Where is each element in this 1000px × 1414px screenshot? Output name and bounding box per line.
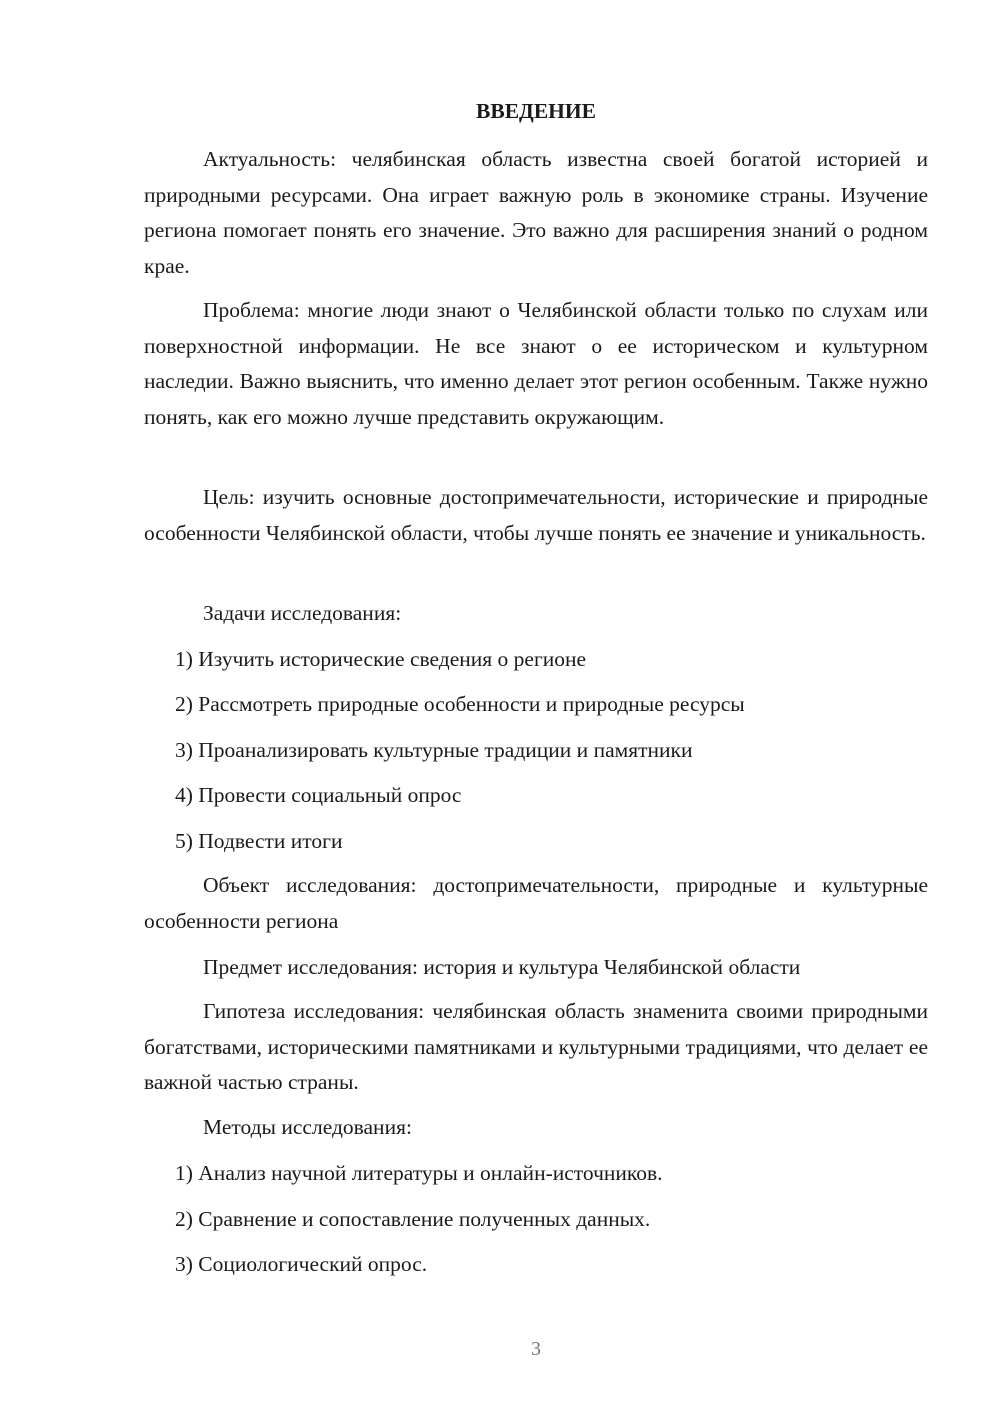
section-title: ВВЕДЕНИЕ bbox=[476, 99, 596, 123]
task-item: 5) Подвести итоги bbox=[175, 829, 343, 853]
tasks-heading: Задачи исследования: bbox=[203, 601, 402, 625]
methods-heading: Методы исследования: bbox=[203, 1115, 412, 1139]
subject-paragraph: Предмет исследования: история и культура Челябинской области bbox=[203, 955, 801, 979]
task-item: 2) Рассмотреть природные особенности и природные ресурсы bbox=[175, 692, 745, 716]
page-number: 3 bbox=[531, 1338, 541, 1360]
relevance-paragraph: Актуальность: челябинская область известна своей богатой историей и природными ресурсами. Она играет важную роль в экономике страны. Изучение региона помогает понять его значение. Это важно для расширения знаний о родном крае. bbox=[144, 147, 928, 278]
object-paragraph: Объект исследования: достопримечательности, природные и культурные особенности региона bbox=[144, 873, 928, 933]
task-item: 4) Провести социальный опрос bbox=[175, 783, 462, 807]
hypothesis-paragraph: Гипотеза исследования: челябинская область знаменита своими природными богатствами, историческими памятниками и культурными традициями, что делает ее важной частью страны. bbox=[144, 999, 928, 1094]
goal-paragraph: Цель: изучить основные достопримечательности, исторические и природные особенности Челябинской области, чтобы лучше понять ее значение и уникальность. bbox=[144, 485, 928, 545]
method-item: 1) Анализ научной литературы и онлайн-источников. bbox=[175, 1161, 663, 1185]
task-item: 1) Изучить исторические сведения о регионе bbox=[175, 647, 587, 671]
method-item: 3) Социологический опрос. bbox=[175, 1252, 428, 1276]
problem-paragraph: Проблема: многие люди знают о Челябинской области только по слухам или поверхностной информации. Не все знают о ее историческом и культурном наследии. Важно выяснить, что именно делает этот регион особенным. Также нужно понять, как его можно лучше представить окружающим. bbox=[144, 298, 928, 429]
task-item: 3) Проанализировать культурные традиции и памятники bbox=[175, 738, 693, 762]
method-item: 2) Сравнение и сопоставление полученных данных. bbox=[175, 1207, 651, 1231]
